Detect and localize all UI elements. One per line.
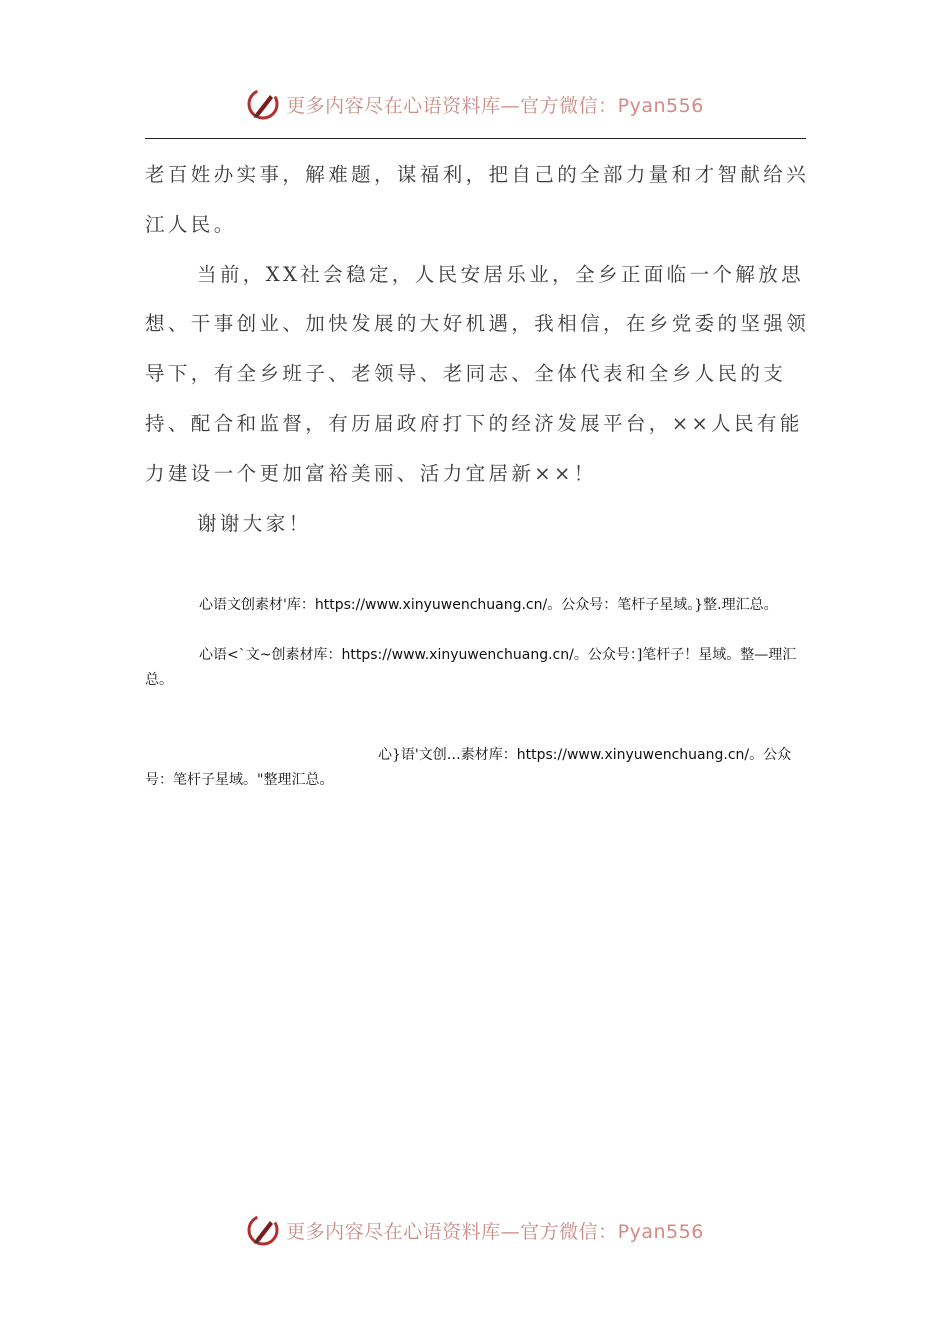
- header-text: 更多内容尽在心语资料库—官方微信：Pyan556: [286, 94, 704, 117]
- logo-icon: [246, 87, 280, 121]
- paragraph-2: 当前，XX社会稳定，人民安居乐业，全乡正面临一个解放思想、干事创业、加快发展的大好机遇，我相信，在乡党委的坚强领导下，有全乡班子、老领导、老同志、全体代表和全乡人民的支持、配合和监督，有历届政府打下的经济发展平台，××人民有能力建设一个更加富裕美丽、活力宜居新××！: [145, 262, 810, 485]
- footer-text: 更多内容尽在心语资料库—官方微信：Pyan556: [286, 1220, 704, 1243]
- header-divider: [145, 138, 806, 139]
- document-body: [145, 150, 825, 548]
- paragraph-3: 谢谢大家！: [197, 511, 312, 535]
- logo-icon: [246, 1213, 280, 1247]
- source-note-1: 心语文创素材'库：https://www.xinyuwenchuang.cn/。公众号：笔杆子星域。}整.理汇总。: [199, 597, 778, 613]
- source-url-3[interactable]: https://www.xinyuwenchuang.cn/: [516, 747, 750, 763]
- source-note-2: 心语<`文~创素材库：https://www.xinyuwenchuang.cn/。公众号：]笔杆子！星域。整—理汇总。: [145, 647, 797, 688]
- source-note-3: 心}语'文创…素材库：https://www.xinyuwenchuang.cn/。公众号：笔杆子星域。"整理汇总。: [145, 747, 792, 788]
- footer-banner: [0, 1210, 950, 1250]
- source-url-2[interactable]: https://www.xinyuwenchuang.cn/: [341, 647, 574, 663]
- header-banner: [0, 84, 950, 124]
- paragraph-1: 老百姓办实事，解难题，谋福利，把自己的全部力量和才智献给兴江人民。: [145, 163, 810, 236]
- source-url-1[interactable]: https://www.xinyuwenchuang.cn/: [314, 597, 548, 613]
